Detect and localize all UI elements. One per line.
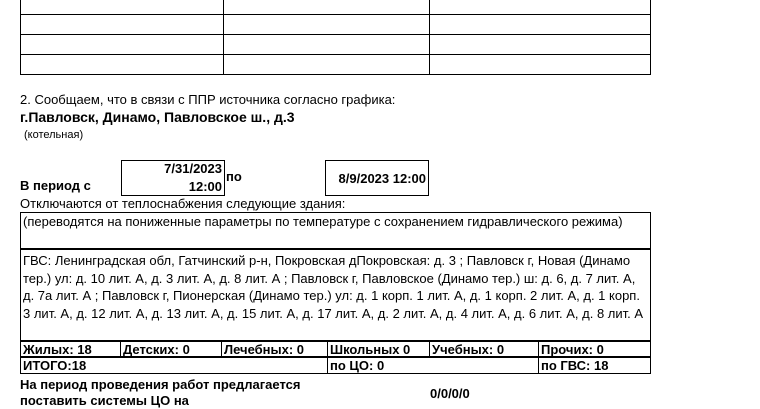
period-start-time: 12:00 xyxy=(188,179,222,194)
count-medical: Лечебных: 0 xyxy=(224,342,305,357)
proposal-value: 0/0/0/0 xyxy=(430,386,470,401)
buildings-text: ГВС: Ленинградская обл, Гатчинский р-н, Покровская дПокровская: д. 3 ; Павловск г, Новая (Динамо тер.) ул: д. 10 лит. А, д. 3 лит. А, д. 8 лит. А ; Павловск г, Павловское (Динамо тер.) ш: д. 6, д. 7 лит. А, д. 7а лит. А ; Павловск г, Пионерская (Динамо тер.) ул: д. 1 корп. 1 лит. А, д. 1 корп. 2 лит. А, д. 1 корп. 3 лит. А, д. 12 лит. А, д. 13 лит. А, д. 15 лит. А, д. 17 лит. А, д. 2 лит. А, д. 4 лит. А, д. 6 лит. А, д. 8 лит. А xyxy=(23,253,644,321)
counts-row-1 xyxy=(20,341,651,357)
notice-intro: 2. Сообщаем, что в связи с ППР источника согласно графика: xyxy=(20,92,396,107)
counts-row-2 xyxy=(20,357,651,374)
period-label: В период с xyxy=(20,178,91,193)
period-start-box xyxy=(121,160,225,196)
period-end-box xyxy=(325,160,429,196)
buildings-list xyxy=(20,249,651,341)
period-to-label: по xyxy=(226,169,242,184)
period-end: 8/9/2023 12:00 xyxy=(338,171,426,186)
count-children: Детских: 0 xyxy=(123,342,190,357)
disconnect-heading: Отключаются от теплоснабжения следующие здания: xyxy=(20,196,346,211)
mode-note-text: (переводятся на пониженные параметры по температуре с сохранением гидравлического режима) xyxy=(23,214,623,229)
count-gvs: по ГВС: 18 xyxy=(541,358,609,373)
source-type: (котельная) xyxy=(24,129,84,141)
count-total: ИТОГО:18 xyxy=(23,358,87,373)
count-educational: Учебных: 0 xyxy=(432,342,505,357)
proposal-text: На период проведения работ предлагается поставить системы ЦО на xyxy=(20,377,301,408)
count-residential: Жилых: 18 xyxy=(23,342,92,357)
mode-note xyxy=(20,212,651,249)
notice-address: г.Павловск, Динамо, Павловское ш., д.3 xyxy=(20,109,295,125)
count-other: Прочих: 0 xyxy=(541,342,604,357)
count-schools: Школьных 0 xyxy=(330,342,411,357)
top-table xyxy=(20,0,651,75)
count-co: по ЦО: 0 xyxy=(330,358,385,373)
period-start-date: 7/31/2023 xyxy=(164,161,222,176)
